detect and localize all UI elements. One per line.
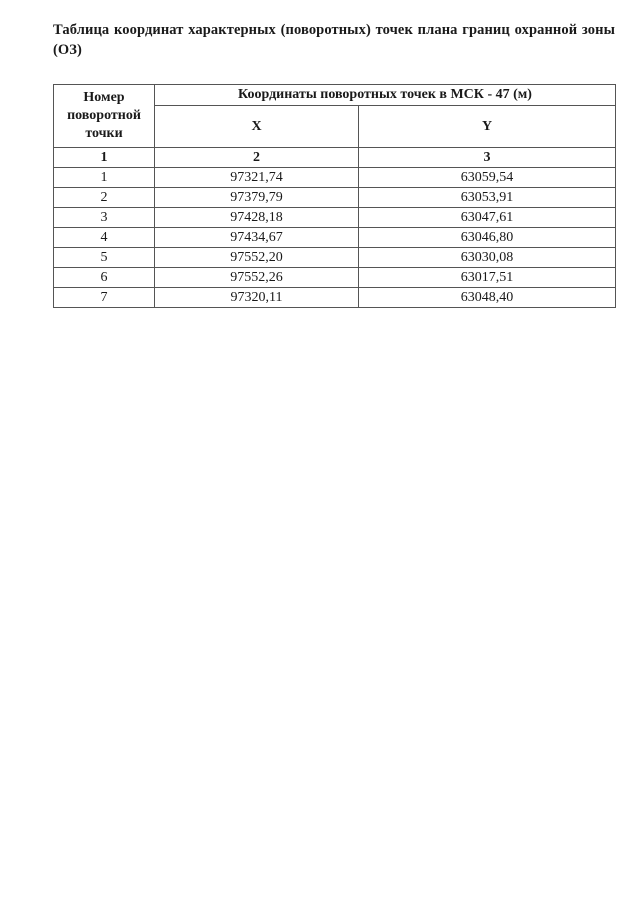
x-cell: 97379,79 [155, 188, 359, 208]
coordinates-header: Координаты поворотных точек в МСК - 47 (м) [155, 85, 616, 106]
y-cell: 63053,91 [359, 188, 616, 208]
point-number-cell: 5 [54, 248, 155, 268]
y-cell: 63017,51 [359, 268, 616, 288]
y-cell: 63059,54 [359, 168, 616, 188]
table-row [54, 168, 616, 188]
table-row [54, 248, 616, 268]
table-row [54, 188, 616, 208]
y-cell: 63030,08 [359, 248, 616, 268]
x-header: X [155, 106, 359, 148]
y-cell: 63048,40 [359, 288, 616, 308]
table-row [54, 268, 616, 288]
point-number-cell: 2 [54, 188, 155, 208]
table-row [54, 228, 616, 248]
point-number-cell: 1 [54, 168, 155, 188]
column-number: 1 [54, 148, 155, 168]
table-row [54, 208, 616, 228]
y-cell: 63046,80 [359, 228, 616, 248]
x-cell: 97320,11 [155, 288, 359, 308]
x-cell: 97321,74 [155, 168, 359, 188]
table-header-row [54, 85, 616, 106]
coordinates-table [53, 84, 616, 308]
x-cell: 97552,20 [155, 248, 359, 268]
column-number: 3 [359, 148, 616, 168]
point-number-cell: 6 [54, 268, 155, 288]
point-number-cell: 4 [54, 228, 155, 248]
x-cell: 97552,26 [155, 268, 359, 288]
point-number-header-line: поворотной [67, 108, 141, 123]
point-number-cell: 3 [54, 208, 155, 228]
point-number-cell: 7 [54, 288, 155, 308]
column-number-row [54, 148, 616, 168]
point-number-header [54, 85, 155, 148]
document-title: Таблица координат характерных (поворотных) точек плана границ охранной зоны (ОЗ) [53, 22, 615, 58]
table-row [54, 288, 616, 308]
y-cell: 63047,61 [359, 208, 616, 228]
point-number-header-line: точки [85, 126, 123, 141]
column-number: 2 [155, 148, 359, 168]
x-cell: 97434,67 [155, 228, 359, 248]
y-header: Y [359, 106, 616, 148]
point-number-header-line: Номер [83, 90, 125, 105]
x-cell: 97428,18 [155, 208, 359, 228]
